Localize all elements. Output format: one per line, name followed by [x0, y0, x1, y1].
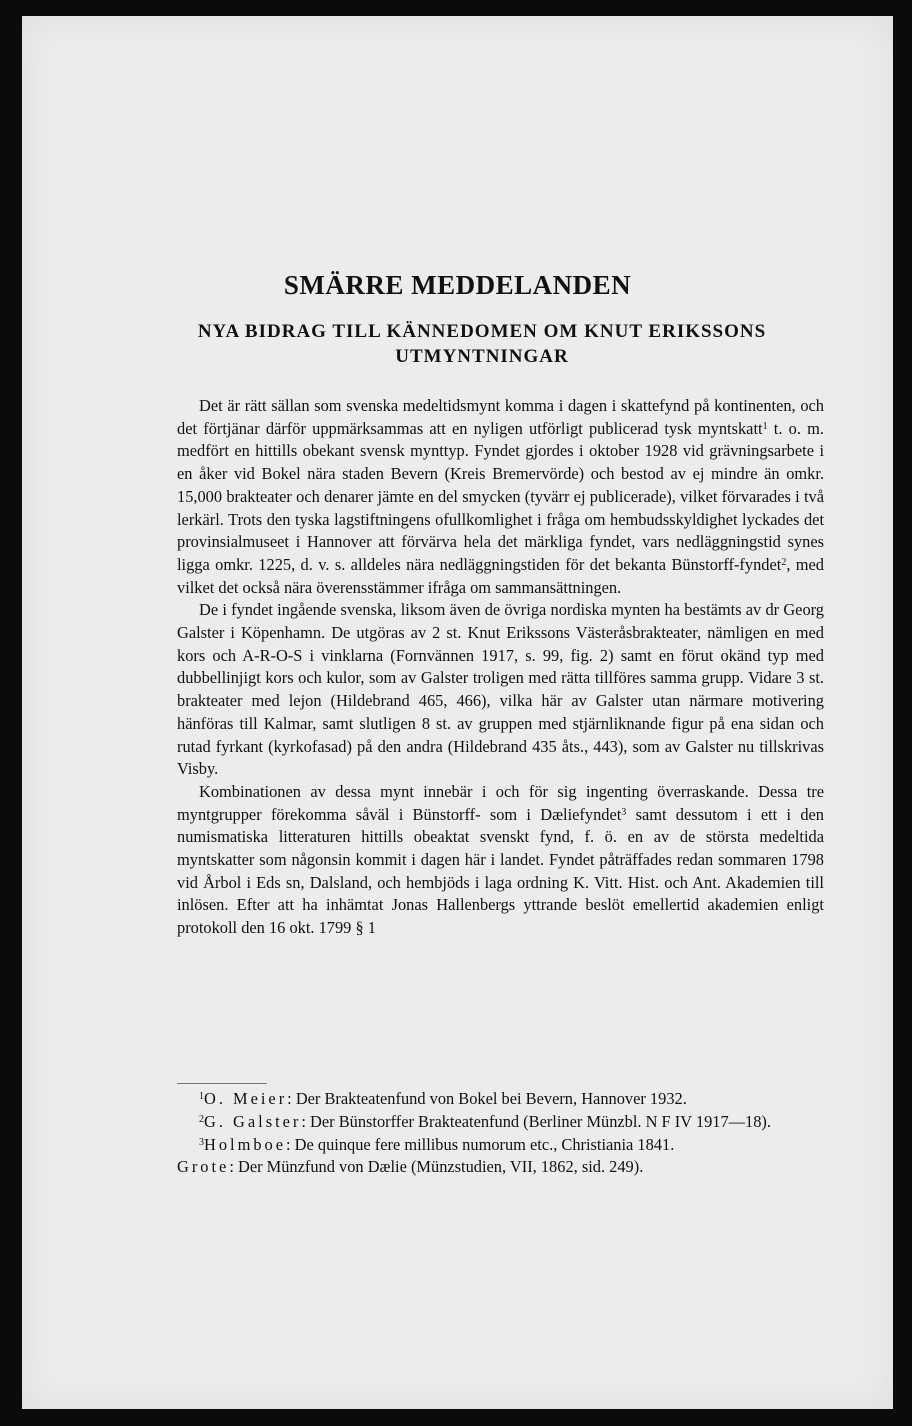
footnotes	[177, 1088, 824, 1179]
footnote: $^3$Holmboe: De quinque fere millibus numorum etc., Christiania 1841.	[199, 1134, 675, 1154]
footnote-ref: 3	[621, 806, 627, 818]
paragraph: Det är rätt sällan som svenska medeltidsmynt komma i dagen i skattefynd på kontinenten, och det förtjänar därför uppmärksammas att en nyligen utförligt publicerad tysk myntskatt$^1$ t. o. m. medfört en hittills obekant svensk mynttyp. Fyndet gjordes i oktober 1928 vid grävningsarbete i en åker vid Bokel nära staden Bevern (Kreis Bremervörde) och bestod av ej mindre än omkr. 15,000 brakteater och denarer jämte en del smycken (tyvärr ej publicerade), vilket förvarades i två lerkärl. Trots den tyska lagstiftningens ofullkomlighet i fråga om hembudsskyldighet lyckades det provinsialmuseet i Hannover att förvärva hela det märkliga fyndet, vars nedläggningstid synes ligga omkr. 1225, d. v. s. alldeles nära nedläggningstiden för det bekanta Bünstorff-fyndet$^2$, med vilket det också nära överensstämmer ifråga om sammansättningen.	[177, 396, 825, 597]
footnote-author: Holmboe	[204, 1134, 287, 1154]
article-title: NYA BIDRAG TILL KÄNNEDOMEN OM KNUT ERIKSSONS UTMYNTNINGAR	[197, 321, 767, 367]
footnote-ref: 1	[762, 420, 768, 432]
article-body	[177, 395, 824, 940]
footnote-author: Grote	[177, 1157, 230, 1177]
section-title: SMÄRRE MEDDELANDEN	[283, 270, 632, 300]
footnote-divider	[177, 1083, 267, 1084]
paragraph: Kombinationen av dessa mynt innebär i och för sig ingenting överraskande. Dessa tre myntgrupper förekomma såväl i Bünstorff- som i Dæliefyndet$^3$ samt dessutom i ett i den numismatiska litteraturen hittills obeaktat svenskt fynd, f. ö. en av de största medeltida myntskatter som någonsin kommit i dagen här i landet. Fyndet påträffades redan sommaren 1798 vid Årbol i Eds sn, Dalsland, och hembjöds i laga ordning K. Vitt. Hist. och Ant. Akademien till inlösen. Efter att ha inhämtat Jonas Hallenbergs yttrande beslöt emellertid akademien enligt protokoll den 16 okt. 1799 § 1	[177, 781, 824, 938]
footnote-author: O. Meier	[204, 1089, 288, 1108]
book-page	[22, 16, 893, 1409]
footnote-author: G. Galster	[204, 1111, 302, 1131]
footnote: $^2$G. Galster: Der Bünstorffer Brakteatenfund (Berliner Münzbl. N F IV 1917—18).	[199, 1111, 771, 1131]
paragraph: De i fyndet ingående svenska, liksom även de övriga nordiska mynten ha bestämts av dr Georg Galster i Köpenhamn. De utgöras av 2 st. Knut Erikssons Västeråsbrakteater, nämligen en med kors och A-R-O-S i vinklarna (Fornvännen 1917, s. 99, fig. 2) samt en förut okänd typ med dubbellinjigt kors och kulor, som av Galster troligen med rätta tillföres samma grupp. Vidare 3 st. brakteater med lejon (Hildebrand 465, 466), vilka här av Galster utan närmare motivering hänföras till Kalmar, samt slutligen 8 st. av gruppen med stjärnliknande figur på ena sidan och rutad fyrkant (kyrkofasad) på den andra (Hildebrand 435 åts., 443), som av Galster nu tillskrivas Visby.	[177, 600, 824, 779]
footnote: $^1$O. Meier: Der Brakteatenfund von Bokel bei Bevern, Hannover 1932.	[199, 1089, 687, 1108]
footnote-ref: 2	[781, 556, 787, 568]
footnote-continuation: Grote: Der Münzfund von Dælie (Münzstudien, VII, 1862, sid. 249).	[177, 1157, 644, 1177]
